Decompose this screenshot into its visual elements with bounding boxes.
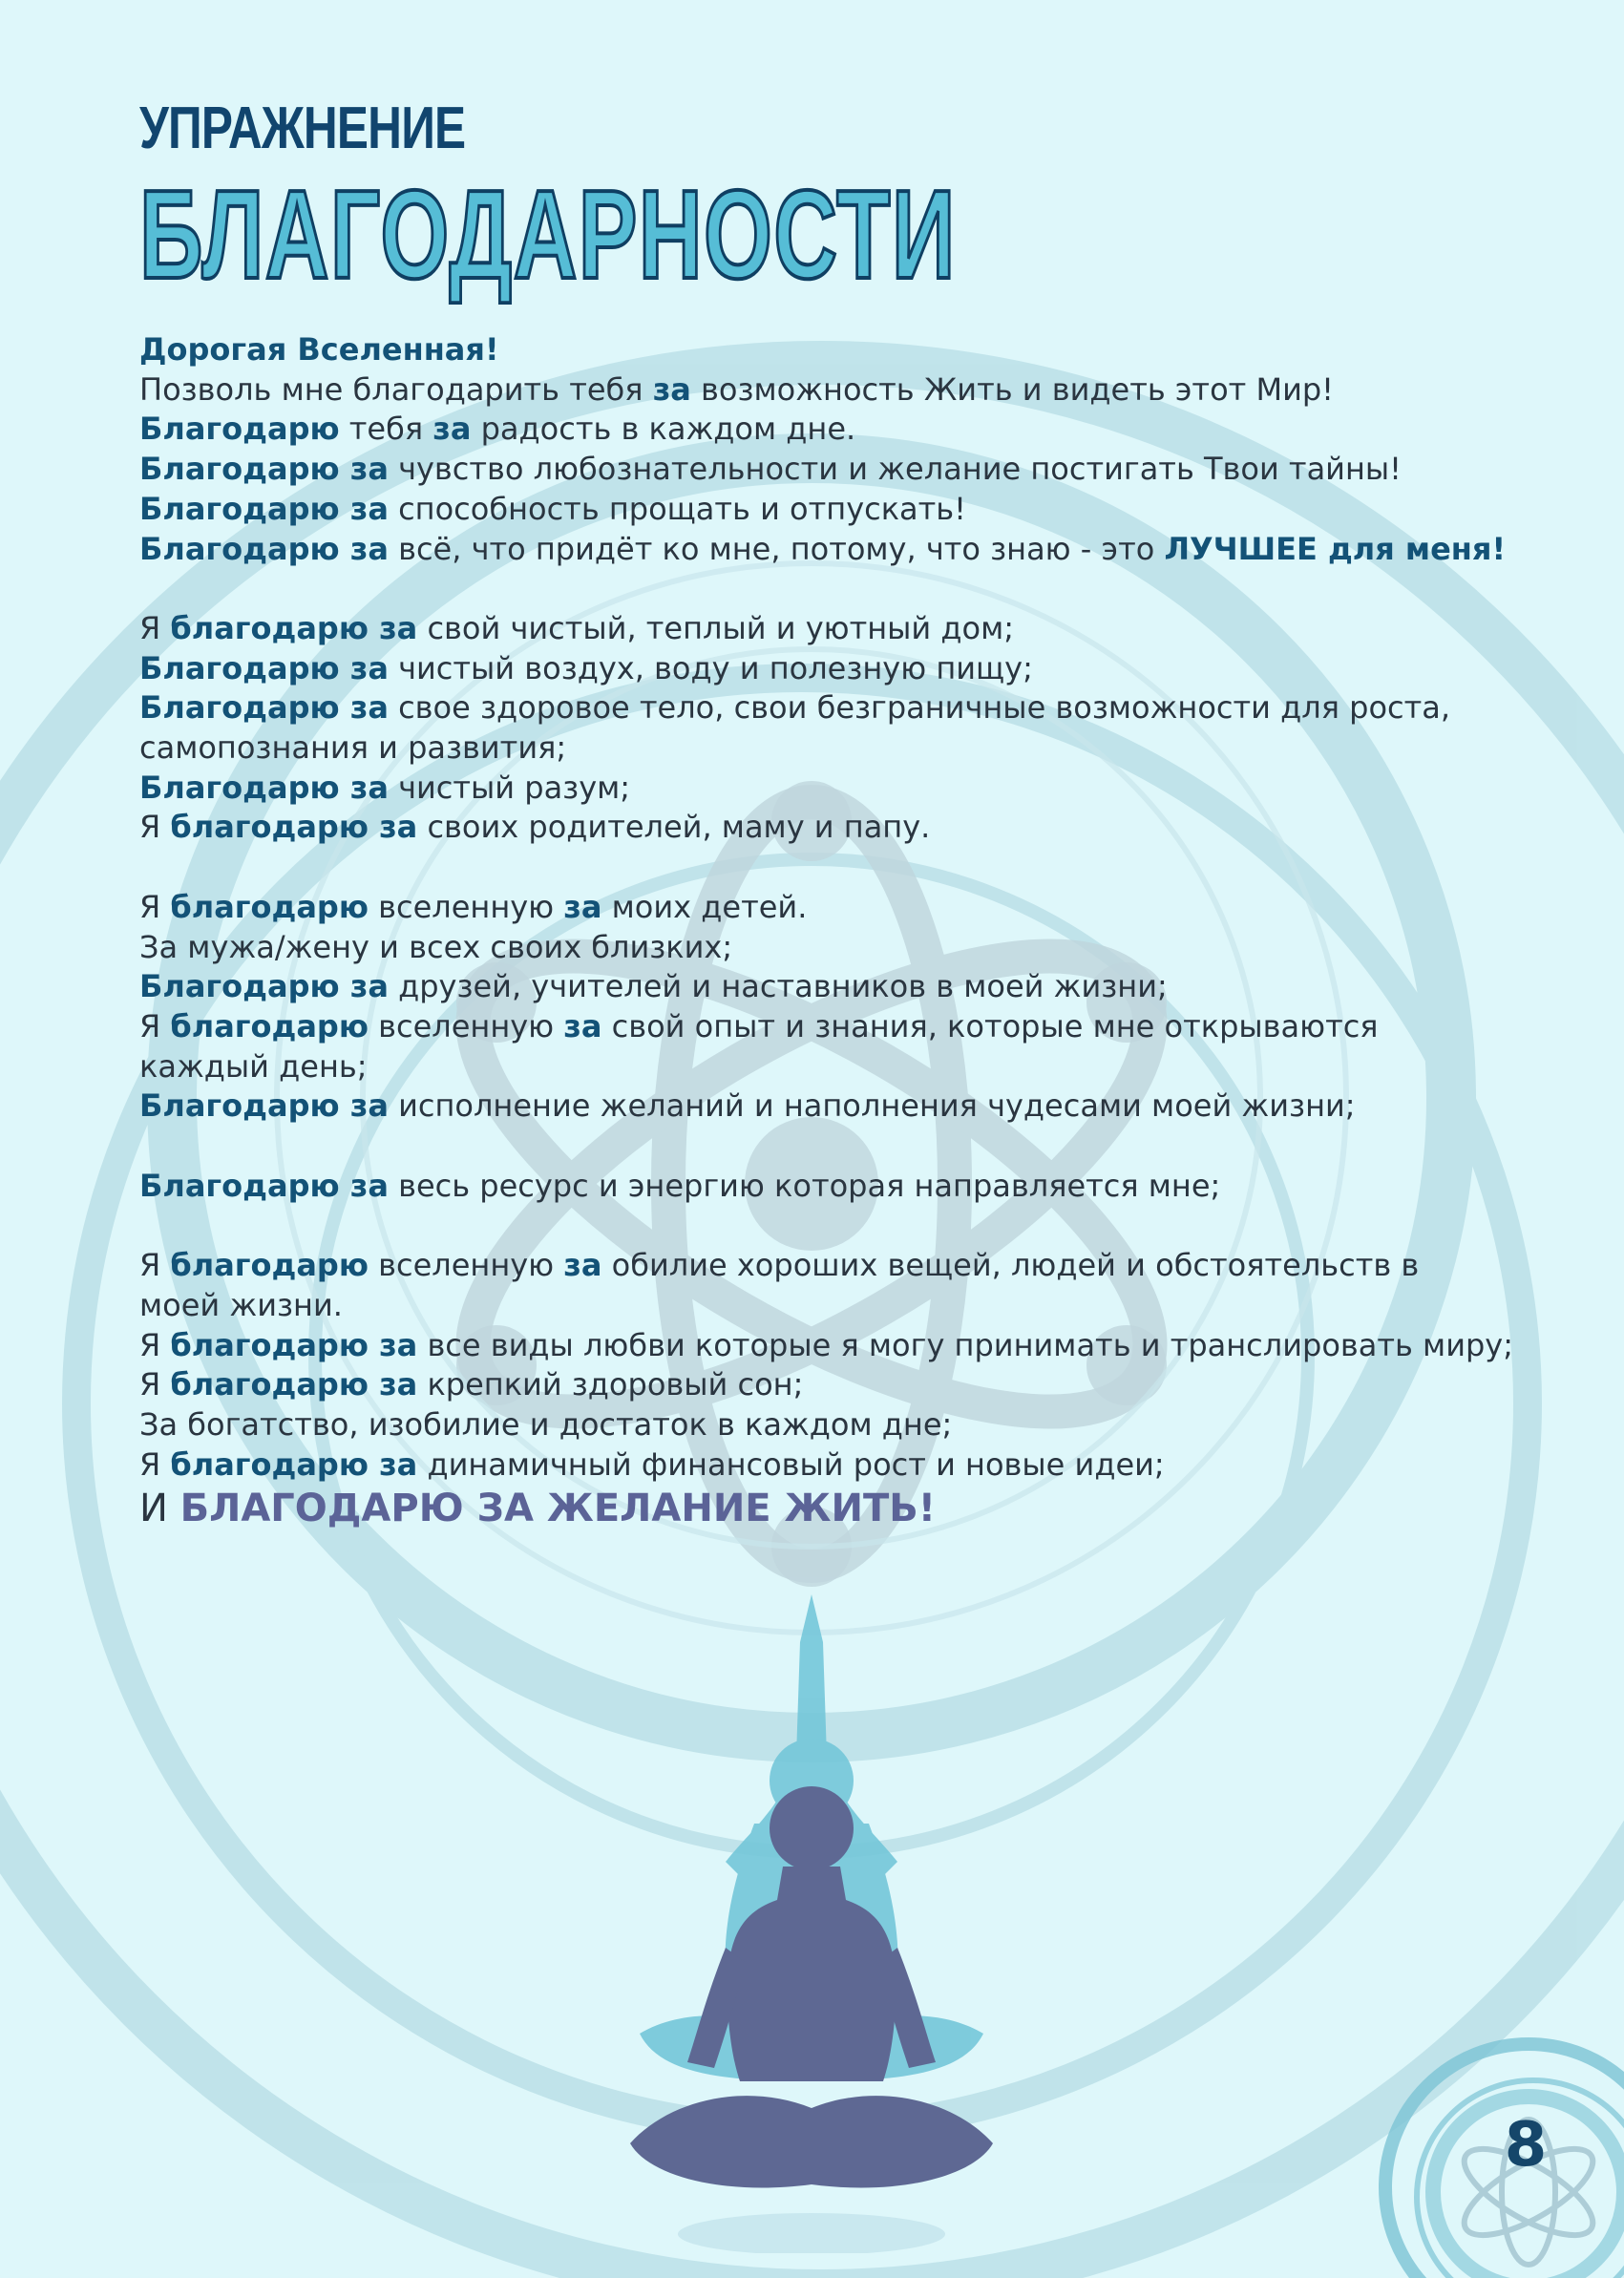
text-line <box>139 728 1591 769</box>
text-segment: За мужа/жену и всех своих близких; <box>139 928 733 965</box>
highlighted-phrase: ЛУЧШЕЕ для меня! <box>1164 530 1507 567</box>
text-segment: своих родителей, маму и папу. <box>417 809 931 846</box>
page-header <box>139 95 1307 305</box>
text-line <box>139 1365 1591 1405</box>
text-segment: Я <box>139 809 171 846</box>
paragraph-gap <box>139 1127 1591 1167</box>
text-segment: чистый воздух, воду и полезную пищу; <box>388 649 1033 686</box>
highlighted-phrase: благодарю за <box>170 1366 418 1403</box>
text-line <box>139 1047 1591 1087</box>
text-segment: моих детей. <box>601 888 808 925</box>
text-segment: свой чистый, теплый и уютный дом; <box>417 609 1014 646</box>
highlighted-phrase: Благодарю за <box>139 769 389 806</box>
text-segment: друзей, учителей и наставников в моей жизни; <box>388 968 1168 1005</box>
text-line <box>139 1326 1591 1366</box>
text-line <box>139 1167 1591 1207</box>
final-line <box>139 1487 1591 1530</box>
text-segment: За богатство, изобилие и достаток в каждом дне; <box>139 1405 953 1443</box>
text-line <box>139 649 1591 689</box>
highlighted-phrase: Благодарю за <box>139 1087 389 1125</box>
text-segment: каждый день; <box>139 1047 368 1085</box>
highlighted-phrase: за <box>563 1007 602 1044</box>
text-segment: Я <box>139 609 171 646</box>
text-segment: исполнение желаний и наполнения чудесами моей жизни; <box>388 1087 1356 1125</box>
corner-ornament <box>1338 1992 1624 2278</box>
highlighted-phrase: за <box>432 411 472 448</box>
text-segment: Я <box>139 1247 171 1284</box>
text-segment: Позволь мне благодарить тебя <box>139 370 653 408</box>
highlighted-phrase: Благодарю за <box>139 689 389 727</box>
page-number: 8 <box>1504 2110 1548 2181</box>
highlighted-phrase: благодарю за <box>170 1445 418 1483</box>
text-segment: свое здоровое тело, свои безграничные возможности для роста, <box>388 689 1451 727</box>
text-line <box>139 808 1591 848</box>
text-line <box>139 1445 1591 1486</box>
highlighted-phrase: Благодарю за <box>139 451 389 488</box>
text-line <box>139 410 1591 450</box>
text-segment: Я <box>139 1366 171 1403</box>
text-segment: вселенную <box>368 1247 564 1284</box>
highlighted-phrase: за <box>563 1247 602 1284</box>
title-big: БЛАГОДАРНОСТИ <box>139 164 957 305</box>
text-line <box>139 450 1591 490</box>
text-line <box>139 330 1591 370</box>
text-segment: радость в каждом дне. <box>471 411 856 448</box>
text-segment: моей жизни. <box>139 1286 343 1323</box>
text-segment: чистый разум; <box>388 769 631 806</box>
text-line <box>139 1405 1591 1445</box>
final-line-emphasis: БЛАГОДАРЮ ЗА ЖЕЛАНИЕ ЖИТЬ! <box>179 1487 937 1531</box>
highlighted-phrase: благодарю <box>170 1007 369 1044</box>
text-segment: динамичный финансовый рост и новые идеи; <box>417 1445 1165 1483</box>
text-segment: чувство любознательности и желание постигать Твои тайны! <box>388 451 1402 488</box>
text-line <box>139 1086 1591 1127</box>
text-segment: обилие хороших вещей, людей и обстоятельств в <box>601 1247 1420 1284</box>
text-line <box>139 1007 1591 1047</box>
highlighted-phrase: Дорогая Вселенная! <box>139 331 499 368</box>
text-line <box>139 928 1591 968</box>
text-segment: весь ресурс и энергию которая направляется мне; <box>388 1167 1221 1204</box>
highlighted-phrase: за <box>563 888 602 925</box>
highlighted-phrase: благодарю за <box>170 1326 418 1363</box>
paragraph-gap <box>139 569 1591 609</box>
highlighted-phrase: Благодарю за <box>139 968 389 1005</box>
paragraph-gap <box>139 848 1591 888</box>
text-segment: возможность Жить и видеть этот Мир! <box>690 370 1334 408</box>
highlighted-phrase: Благодарю за <box>139 490 389 527</box>
text-segment: Я <box>139 1445 171 1483</box>
highlighted-phrase: благодарю <box>170 1247 369 1284</box>
text-line <box>139 1246 1591 1286</box>
highlighted-phrase: Благодарю <box>139 411 340 448</box>
highlighted-phrase: благодарю <box>170 888 369 925</box>
paragraph-gap <box>139 1206 1591 1246</box>
text-line <box>139 688 1591 728</box>
text-segment: способность прощать и отпускать! <box>388 490 966 527</box>
text-segment: всё, что придёт ко мне, потому, что знаю - это <box>388 530 1165 567</box>
final-line-prefix: И <box>139 1487 180 1531</box>
text-segment: вселенную <box>368 1007 564 1044</box>
highlighted-phrase: благодарю за <box>170 809 418 846</box>
text-line <box>139 530 1591 570</box>
text-line <box>139 1286 1591 1326</box>
text-segment: Я <box>139 1007 171 1044</box>
text-segment: Я <box>139 888 171 925</box>
text-line <box>139 888 1591 928</box>
text-segment: свой опыт и знания, которые мне открываются <box>601 1007 1379 1044</box>
text-line <box>139 490 1591 530</box>
meditating-figure-illustration <box>611 1585 1012 2253</box>
title-small: УПРАЖНЕНИЕ <box>139 95 466 161</box>
text-line <box>139 609 1591 649</box>
highlighted-phrase: Благодарю за <box>139 649 389 686</box>
highlighted-phrase: за <box>652 370 691 408</box>
text-segment: все виды любви которые я могу принимать и транслировать миру; <box>417 1326 1514 1363</box>
gratitude-text <box>139 330 1591 1530</box>
text-segment: Я <box>139 1326 171 1363</box>
text-line <box>139 769 1591 809</box>
text-segment: вселенную <box>368 888 564 925</box>
text-segment: крепкий здоровый сон; <box>417 1366 804 1403</box>
text-line <box>139 370 1591 411</box>
highlighted-phrase: Благодарю за <box>139 1167 389 1204</box>
highlighted-phrase: Благодарю за <box>139 530 389 567</box>
text-segment: самопознания и развития; <box>139 729 567 767</box>
highlighted-phrase: благодарю за <box>170 609 418 646</box>
text-segment: тебя <box>339 411 433 448</box>
text-line <box>139 967 1591 1007</box>
